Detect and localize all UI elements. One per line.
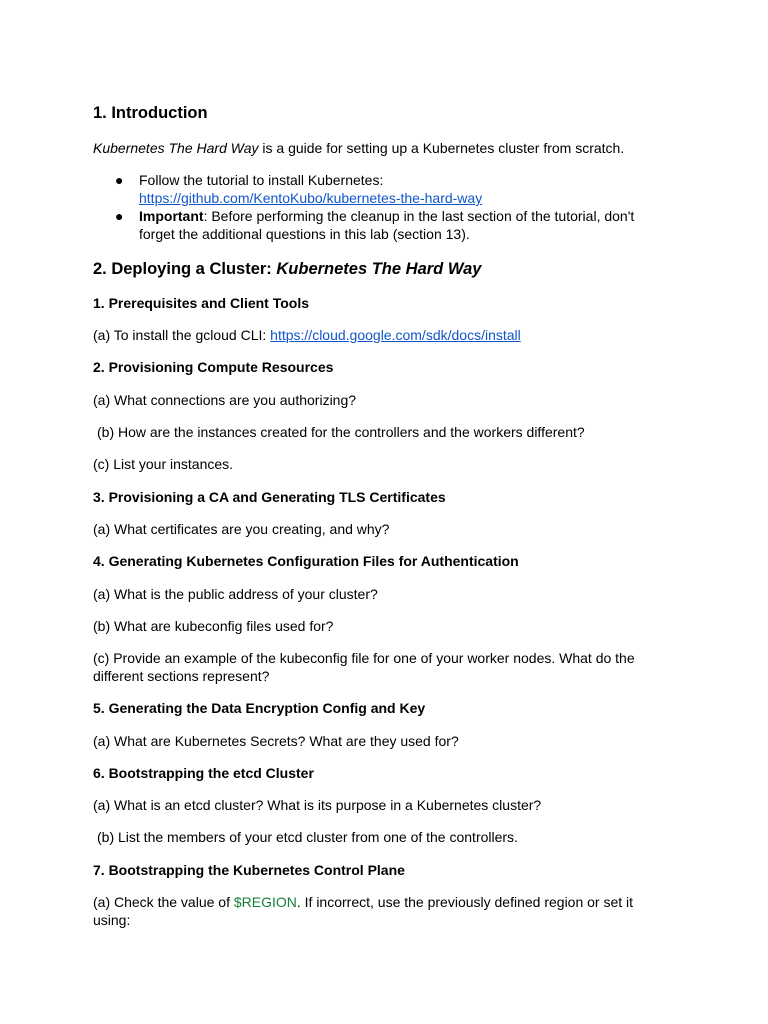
question-compute-c: (c) List your instances.	[93, 456, 234, 472]
bullet-icon: ●	[115, 208, 124, 224]
subsection-title-etcd: 6. Bootstrapping the etcd Cluster	[93, 765, 314, 781]
guide-title: Kubernetes The Hard Way	[93, 140, 259, 156]
question-compute-b: (b) How are the instances created for the controllers and the workers different?	[97, 424, 585, 440]
question-etcd-b: (b) List the members of your etcd cluster from one of the controllers.	[97, 829, 518, 845]
deploy-heading-text: 2. Deploying a Cluster:	[93, 260, 277, 278]
question-prerequisites-a	[93, 326, 653, 344]
question-kubeconfig-a: (a) What is the public address of your cluster?	[93, 586, 378, 602]
subsection-title-control-plane: 7. Bootstrapping the Kubernetes Control Plane	[93, 862, 405, 878]
intro-paragraph	[93, 139, 653, 157]
subsection-title-encryption: 5. Generating the Data Encryption Config and Key	[93, 700, 426, 716]
question-etcd-a: (a) What is an etcd cluster? What is its purpose in a Kubernetes cluster?	[93, 797, 542, 813]
subsection-title-kubeconfig: 4. Generating Kubernetes Configuration Files for Authentication	[93, 553, 519, 569]
gcloud-install-link[interactable]: https://cloud.google.com/sdk/docs/install	[270, 327, 521, 343]
subsection-title-prerequisites: 1. Prerequisites and Client Tools	[93, 295, 310, 311]
subsection-title-ca: 3. Provisioning a CA and Generating TLS Certificates	[93, 489, 446, 505]
question-text: (a) Check the value of	[93, 894, 234, 910]
question-kubeconfig-b: (b) What are kubeconfig files used for?	[93, 618, 334, 634]
tutorial-link[interactable]: https://github.com/KentoKubo/kubernetes-the-hard-way	[139, 190, 483, 206]
question-ca-a: (a) What certificates are you creating, and why?	[93, 521, 390, 537]
question-text: (a) To install the gcloud CLI:	[93, 327, 271, 343]
important-note: : Before performing the cleanup in the last section of the tutorial, don't forget the additional questions in this lab (section 13).	[139, 208, 635, 242]
section-heading-deploying	[93, 259, 653, 279]
bullet-item-tutorial	[93, 171, 653, 207]
question-control-plane-a	[93, 893, 653, 929]
intro-text: is a guide for setting up a Kubernetes cluster from scratch.	[258, 140, 625, 156]
bullet-text	[139, 171, 653, 207]
bullet-text	[139, 207, 653, 243]
question-encryption-a: (a) What are Kubernetes Secrets? What are they used for?	[93, 733, 459, 749]
bullet-icon: ●	[115, 172, 124, 188]
bullet-label: Follow the tutorial to install Kubernetes:	[139, 172, 384, 188]
question-text-continued: . If incorrect, use the previously defined region or set it using:	[93, 894, 634, 928]
subsection-title-compute: 2. Provisioning Compute Resources	[93, 359, 334, 375]
deploy-heading-italic: Kubernetes The Hard Way	[276, 260, 482, 278]
region-variable: $REGION	[233, 894, 297, 910]
bullet-item-important	[93, 207, 653, 243]
question-compute-a: (a) What connections are you authorizing?	[93, 392, 357, 408]
question-kubeconfig-c: (c) Provide an example of the kubeconfig file for one of your worker nodes. What do the different sections represent?	[93, 650, 635, 684]
section-heading-introduction: 1. Introduction	[93, 104, 208, 122]
important-label: Important	[139, 208, 204, 224]
